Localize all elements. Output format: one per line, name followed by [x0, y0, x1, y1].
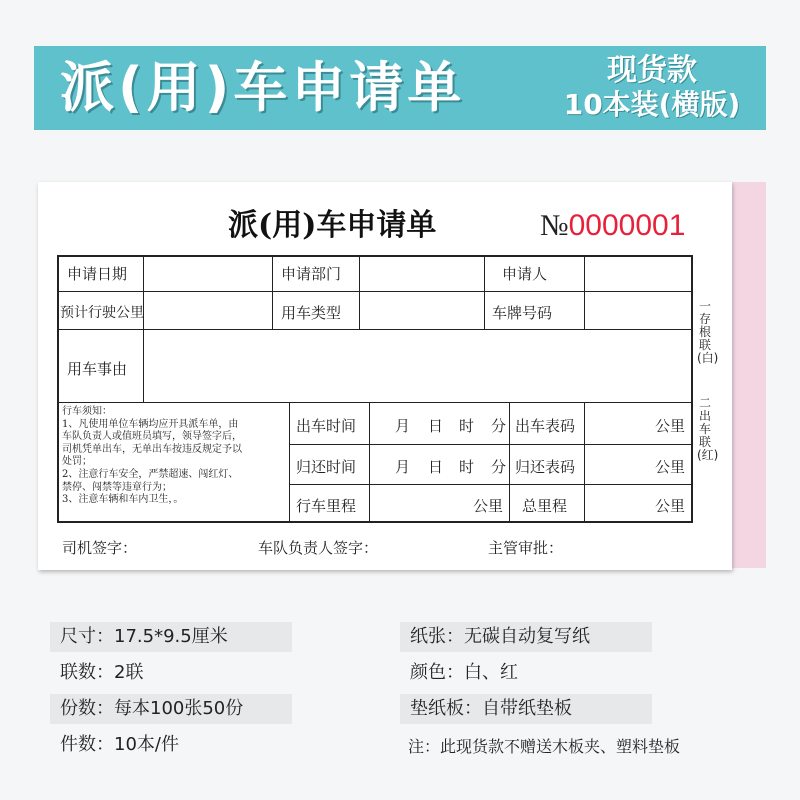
label-minute: 分: [491, 458, 507, 476]
notes-line: 车队负责人或值班员填写，领导签字后，: [62, 431, 242, 443]
label-est-km: 预计行驶公里: [60, 305, 144, 321]
serial-digits: 0000001: [568, 209, 686, 242]
notes-line: 禁停、闯禁等违章行为；: [62, 481, 172, 493]
notes-line: 处罚；: [62, 456, 92, 468]
spec-size: 尺寸：17.5*9.5厘米: [50, 622, 292, 652]
label-day: 日: [428, 417, 444, 435]
label-minute: 分: [491, 417, 507, 435]
copy-label-stub: 一存根联(白): [697, 299, 719, 365]
driving-notes: [62, 406, 290, 507]
label-km: 公里: [655, 497, 686, 515]
label-month: 月: [395, 417, 411, 435]
serial-prefix: №: [540, 209, 569, 242]
team-leader-signature-label: 车队负责人签字：: [258, 539, 379, 557]
label-return-time: 归还时间: [296, 458, 357, 476]
supervisor-approval-label: 主管审批：: [488, 539, 564, 557]
banner-badge-line2: 10本装(横版): [563, 88, 741, 121]
label-applicant: 申请人: [502, 265, 548, 283]
spec-pad: 垫纸板：自带纸垫板: [400, 694, 652, 724]
banner-badge-line1: 现货款: [607, 53, 697, 88]
label-km: 公里: [473, 497, 504, 515]
spec-copies: 联数：2联: [60, 662, 144, 683]
banner-badge: [562, 54, 742, 122]
spec-color: 颜色：白、红: [410, 662, 518, 683]
label-depart-time: 出车时间: [296, 417, 357, 435]
label-km: 公里: [655, 458, 686, 476]
label-km: 公里: [655, 417, 686, 435]
form-title: 派(用)车申请单: [228, 208, 437, 243]
spec-quantity: 件数：10本/件: [60, 734, 179, 755]
spec-sets: 份数：每本100张50份: [50, 694, 292, 724]
label-apply-date: 申请日期: [67, 265, 128, 283]
label-reason: 用车事由: [67, 360, 128, 378]
spec-paper: 纸张：无碳自动复写纸: [400, 622, 652, 652]
label-month: 月: [395, 458, 411, 476]
notes-line: 司机凭单出车，无单出车按违反规定予以: [62, 443, 242, 455]
label-hour: 时: [459, 417, 475, 435]
label-depart-meter: 出车表码: [515, 417, 576, 435]
label-total-mileage: 总里程: [522, 497, 568, 515]
label-apply-dept: 申请部门: [281, 265, 342, 283]
label-trip-mileage: 行车里程: [296, 497, 357, 515]
notes-line: 行车须知：: [62, 406, 112, 417]
banner-title: 派(用)车申请单: [60, 56, 466, 119]
copy-label-dispatch: 二出车联(红): [697, 396, 719, 462]
notes-line: 3、注意车辆和车内卫生，。: [62, 494, 184, 506]
label-return-meter: 归还表码: [515, 458, 576, 476]
label-plate-no: 车牌号码: [492, 304, 553, 322]
serial-number: [540, 208, 685, 243]
driver-signature-label: 司机签字：: [62, 539, 138, 557]
label-day: 日: [428, 458, 444, 476]
notes-line: 1、凡使用单位车辆均应开具派车单，由: [62, 418, 239, 430]
spec-note: 注：此现货款不赠送木板夹、塑料垫板: [408, 737, 681, 756]
notes-line: 2、注意行车安全，严禁超速、闯红灯、: [62, 468, 239, 480]
label-hour: 时: [459, 458, 475, 476]
label-vehicle-type: 用车类型: [281, 304, 342, 322]
